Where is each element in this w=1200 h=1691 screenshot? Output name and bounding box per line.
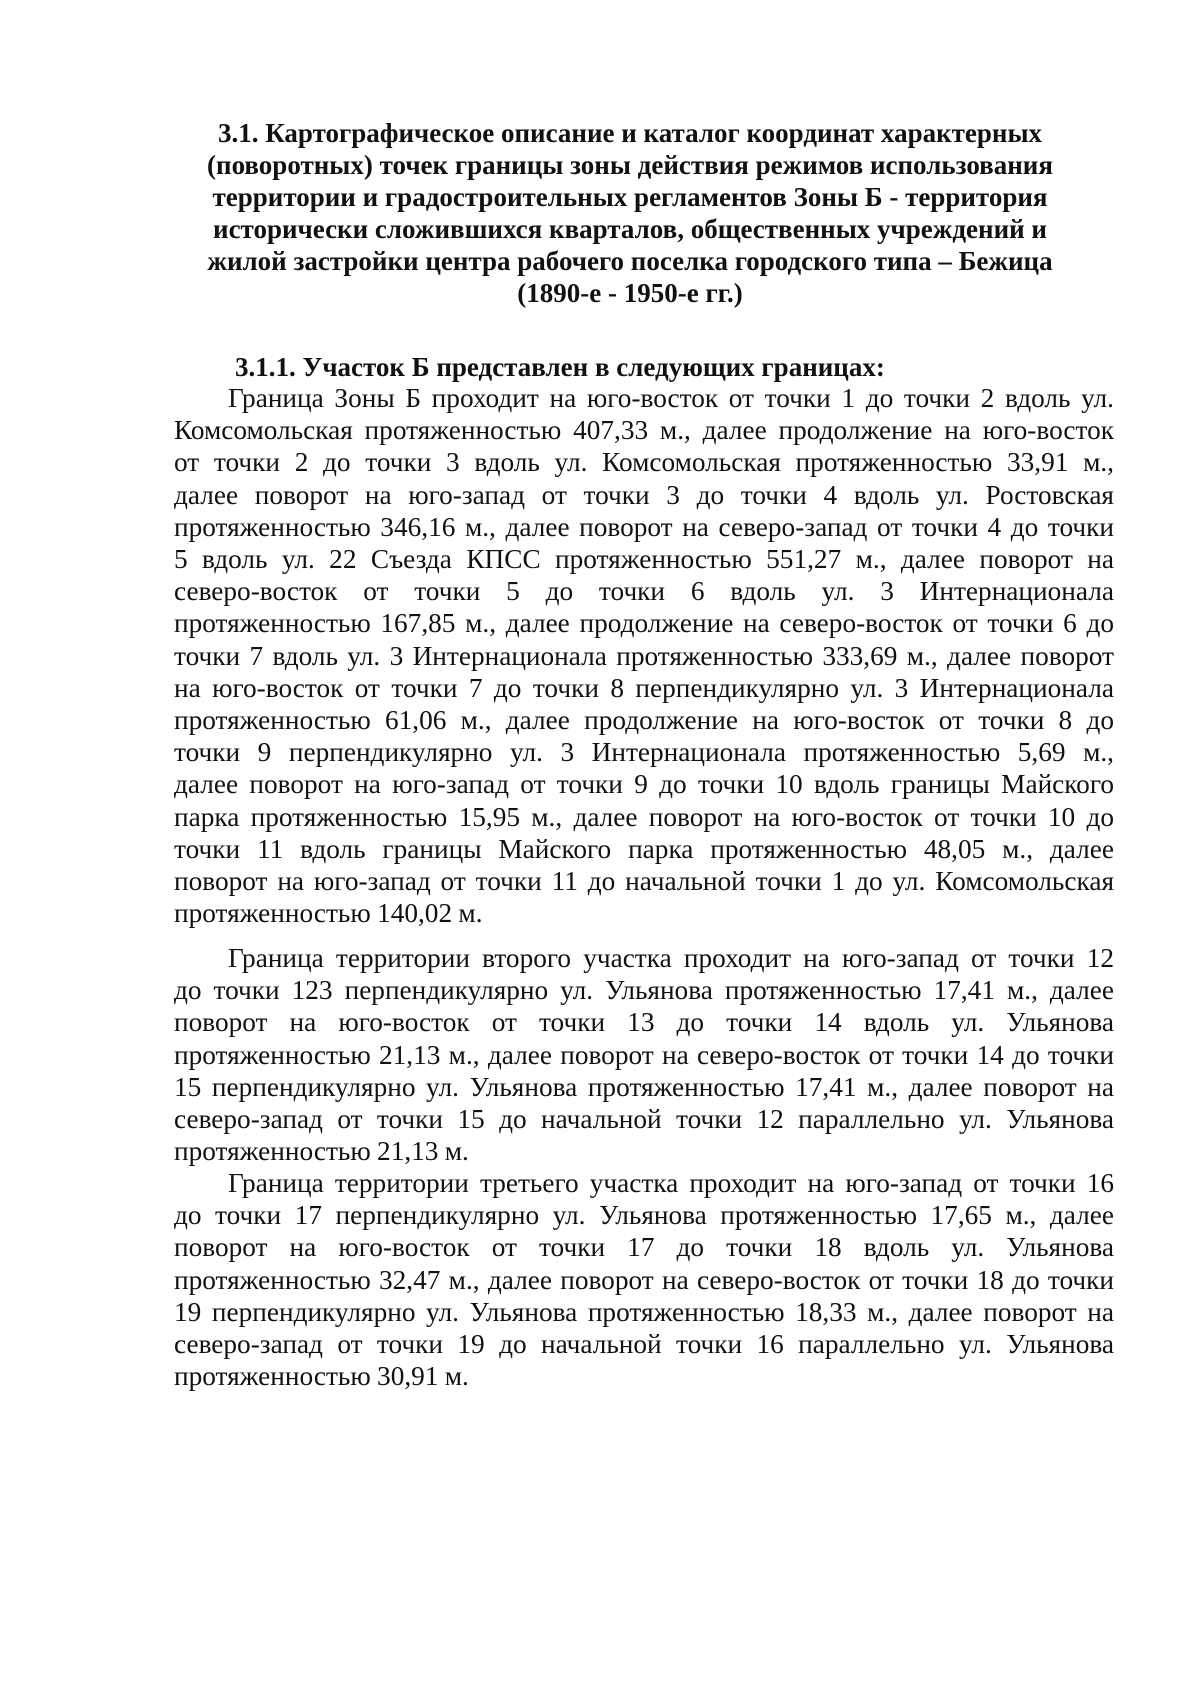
subsection-heading: 3.1.1. Участок Б представлен в следующих границах: <box>235 352 885 382</box>
paragraph-line: 15 перпендикулярно ул. Ульянова протяженностью 17,41 м., далее поворот на <box>174 1071 1114 1102</box>
paragraph-line: протяженностью 32,47 м., далее поворот на северо-восток от точки 18 до точки <box>174 1264 1114 1295</box>
paragraph-line: северо-запад от точки 15 до начальной точки 12 параллельно ул. Ульянова <box>174 1104 1114 1135</box>
heading-line: (поворотных) точек границы зоны действия режимов использования <box>207 150 1053 180</box>
paragraph-line: северо-восток от точки 5 до точки 6 вдоль ул. 3 Интернационала <box>174 576 1114 607</box>
heading-line: 3.1. Картографическое описание и каталог координат характерных <box>217 118 1043 148</box>
paragraph-line: протяженностью 167,85 м., далее продолжение на северо-восток от точки 6 до <box>174 608 1114 639</box>
paragraph-line: поворот на юго-восток от точки 13 до точки 14 вдоль ул. Ульянова <box>174 1007 1114 1038</box>
paragraph-line: парка протяженностью 15,95 м., далее поворот на юго-восток от точки 10 до <box>174 801 1114 832</box>
paragraph-line: протяженностью 30,91 м. <box>174 1361 469 1392</box>
paragraph-line: далее поворот на юго-запад от точки 3 до точки 4 вдоль ул. Ростовская <box>174 479 1114 510</box>
paragraph-line: от точки 2 до точки 3 вдоль ул. Комсомольская протяженностью 33,91 м., <box>174 447 1114 478</box>
paragraph-line: протяженностью 140,02 м. <box>174 898 483 929</box>
paragraph-line: точки 11 вдоль границы Майского парка протяженностью 48,05 м., далее <box>174 833 1114 864</box>
paragraph-line: Граница Зоны Б проходит на юго-восток от точки 1 до точки 2 вдоль ул. <box>228 383 1114 413</box>
paragraph-line: точки 9 перпендикулярно ул. 3 Интернационала протяженностью 5,69 м., <box>174 737 1114 768</box>
heading-line: исторически сложившихся кварталов, общественных учреждений и <box>213 214 1047 244</box>
paragraph-line: Граница территории третьего участка проходит на юго-запад от точки 16 <box>228 1168 1114 1198</box>
paragraph-line: 5 вдоль ул. 22 Съезда КПСС протяженностью 551,27 м., далее поворот на <box>174 544 1114 575</box>
heading-line: (1890-е - 1950-е гг.) <box>517 278 743 308</box>
boundary-paragraph-zone-b <box>174 382 1114 929</box>
paragraph-line: на юго-восток от точки 7 до точки 8 перпендикулярно ул. 3 Интернационала <box>174 672 1114 703</box>
section-heading <box>150 117 1110 309</box>
paragraph-line: Комсомольская протяженностью 407,33 м., далее продолжение на юго-восток <box>174 415 1114 446</box>
paragraph-line: до точки 123 перпендикулярно ул. Ульянова протяженностью 17,41 м., далее <box>174 975 1114 1006</box>
paragraph-line: поворот на юго-запад от точки 11 до начальной точки 1 до ул. Комсомольская <box>174 866 1114 897</box>
paragraph-line: протяженностью 21,13 м., далее поворот на северо-восток от точки 14 до точки <box>174 1039 1114 1070</box>
paragraph-line: протяженностью 346,16 м., далее поворот на северо-запад от точки 4 до точки <box>174 511 1114 542</box>
paragraph-line: северо-запад от точки 19 до начальной точки 16 параллельно ул. Ульянова <box>174 1329 1114 1360</box>
paragraph-line: протяженностью 61,06 м., далее продолжение на юго-восток от точки 8 до <box>174 705 1114 736</box>
paragraph-line: далее поворот на юго-запад от точки 9 до точки 10 вдоль границы Майского <box>174 769 1114 800</box>
paragraph-line: протяженностью 21,13 м. <box>174 1136 469 1167</box>
boundary-paragraph-second-plot <box>174 942 1114 1167</box>
paragraph-line: до точки 17 перпендикулярно ул. Ульянова протяженностью 17,65 м., далее <box>174 1200 1114 1231</box>
paragraph-line: Граница территории второго участка проходит на юго-запад от точки 12 <box>228 943 1114 973</box>
paragraph-line: 19 перпендикулярно ул. Ульянова протяженностью 18,33 м., далее поворот на <box>174 1296 1114 1327</box>
paragraph-line: поворот на юго-восток от точки 17 до точки 18 вдоль ул. Ульянова <box>174 1232 1114 1263</box>
heading-line: территории и градостроительных регламентов Зоны Б - территория <box>212 182 1048 212</box>
paragraph-line: точки 7 вдоль ул. 3 Интернационала протяженностью 333,69 м., далее поворот <box>174 640 1114 671</box>
heading-line: жилой застройки центра рабочего поселка городского типа – Бежица <box>207 246 1053 276</box>
boundary-paragraph-third-plot <box>174 1167 1114 1392</box>
